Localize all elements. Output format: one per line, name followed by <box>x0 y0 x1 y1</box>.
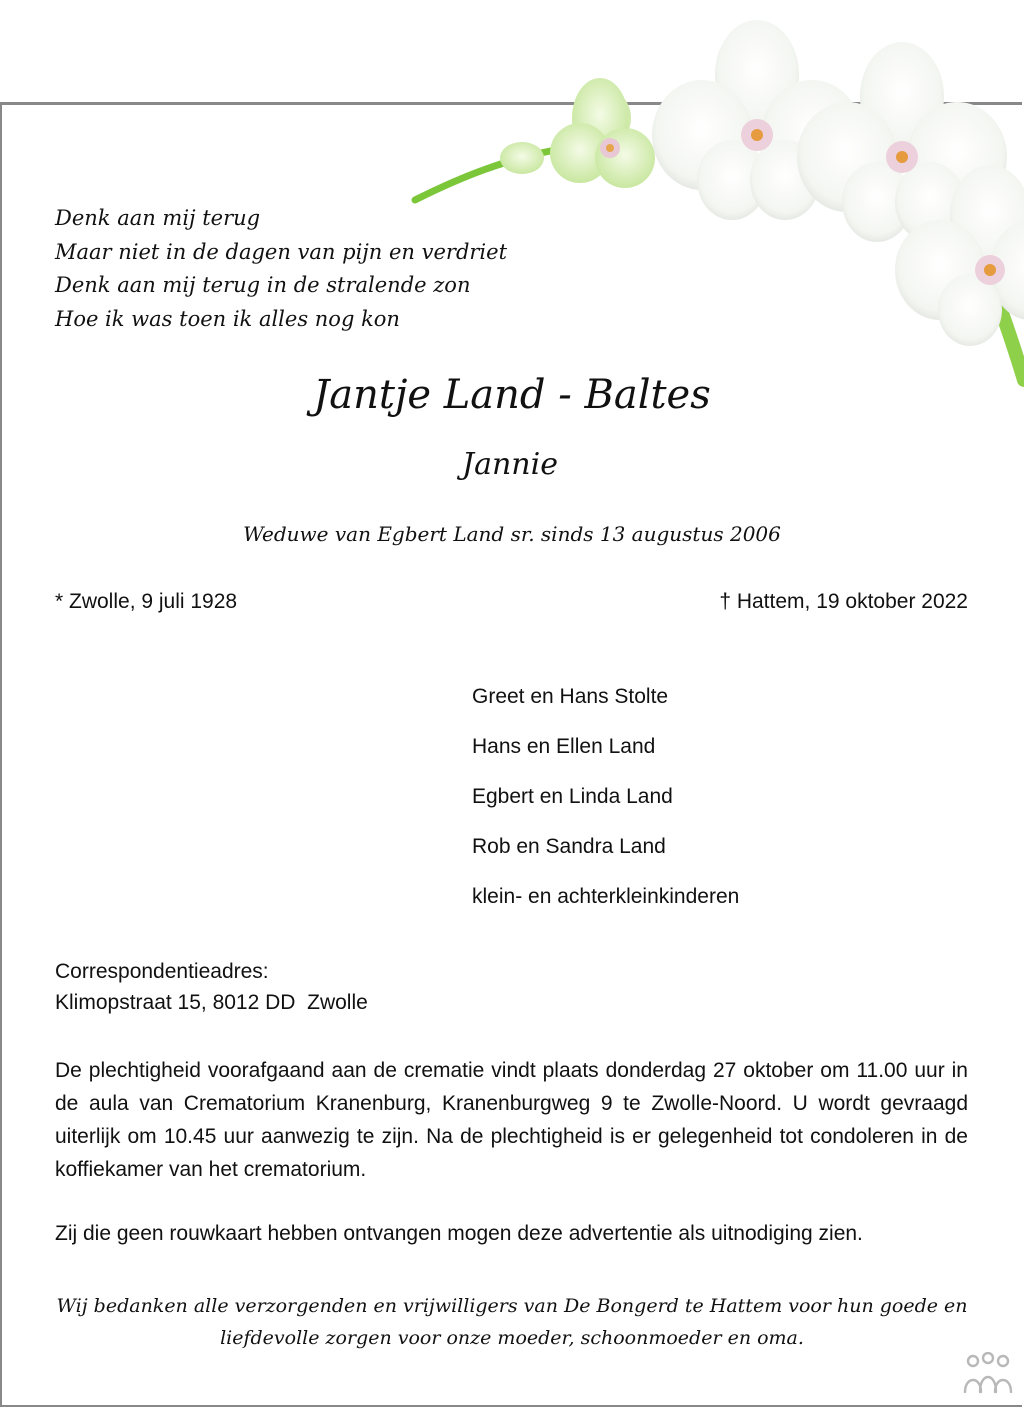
poem-line: Denk aan mij terug <box>55 206 261 230</box>
birth-date: * Zwolle, 9 juli 1928 <box>55 590 238 613</box>
address-label: Correspondentieadres: <box>55 960 269 983</box>
thanks-line: liefdevolle zorgen voor onze moeder, schoonmoeder en oma. <box>220 1327 804 1349</box>
poem-line: Denk aan mij terug in de stralende zon <box>55 273 471 297</box>
death-date: † Hattem, 19 oktober 2022 <box>719 590 968 613</box>
family-list <box>472 672 739 922</box>
family-member: Greet en Hans Stolte <box>472 685 669 708</box>
deceased-nickname: Jannie <box>462 447 558 482</box>
poem <box>55 202 507 336</box>
family-member: Rob en Sandra Land <box>472 835 666 858</box>
invitation-text: Zij die geen rouwkaart hebben ontvangen mogen deze advertentie als uitnodiging zien. <box>55 1222 863 1245</box>
address-value: Klimopstraat 15, 8012 DD Zwolle <box>55 991 368 1014</box>
family-member: klein- en achterkleinkinderen <box>472 885 740 908</box>
thanks-line: Wij bedanken alle verzorgenden en vrijwilligers van De Bongerd te Hattem voor hun goede en <box>56 1295 968 1317</box>
family-member: Hans en Ellen Land <box>472 735 656 758</box>
deceased-name: Jantje Land - Baltes <box>313 372 711 418</box>
correspondence-address <box>55 956 368 1018</box>
family-member: Egbert en Linda Land <box>472 785 673 808</box>
widow-note: Weduwe van Egbert Land sr. sinds 13 augustus 2006 <box>243 522 781 546</box>
thanks-text <box>40 1290 984 1354</box>
ceremony-text: De plechtigheid voorafgaand aan de crematie vindt plaats donderdag 27 oktober om 11.00 uur in de aula van Crematorium Kranenburg, Kranenburgweg 9 te Zwolle-Noord. U wordt gevraagd uiterlijk om 10.45 uur aanwezig te zijn. Na de plechtigheid is er gelegenheid tot condoleren in de koffiekamer van het crematorium. <box>55 1059 968 1181</box>
poem-line: Hoe ik was toen ik alles nog kon <box>55 306 400 331</box>
poem-line: Maar niet in de dagen van pijn en verdriet <box>55 239 508 264</box>
people-group-icon <box>962 1352 1014 1396</box>
